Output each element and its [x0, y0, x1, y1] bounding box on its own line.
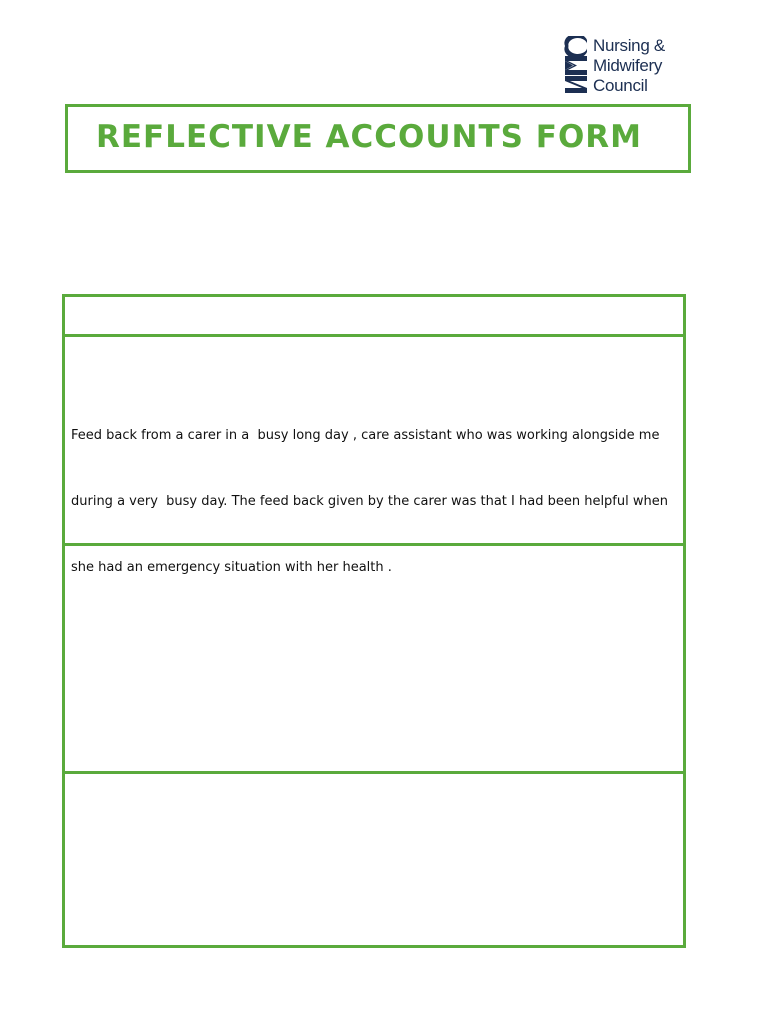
title-banner [65, 104, 691, 173]
nmc-logo-mark [563, 36, 589, 94]
logo-line-1: Nursing & [593, 36, 665, 55]
form-practice-row[interactable] [65, 774, 683, 945]
form-feedback-row[interactable] [65, 337, 683, 575]
nmc-logo-wordmark [593, 36, 665, 96]
logo-line-3: Council [593, 76, 648, 95]
form-reflection-row[interactable] [65, 546, 683, 774]
nmc-logo [563, 36, 703, 96]
form-header-row[interactable] [65, 297, 683, 337]
logo-line-2: Midwifery [593, 56, 663, 75]
feedback-line: during a very busy day. The feed back given by the carer was that I had been helpful when [71, 494, 668, 509]
page-title: REFLECTIVE ACCOUNTS FORM [96, 119, 643, 155]
feedback-line: she had an emergency situation with her health . [71, 560, 392, 575]
feedback-line: Feed back from a carer in a busy long day , care assistant who was working alongside me [71, 428, 660, 443]
reflective-form-table [62, 294, 686, 948]
